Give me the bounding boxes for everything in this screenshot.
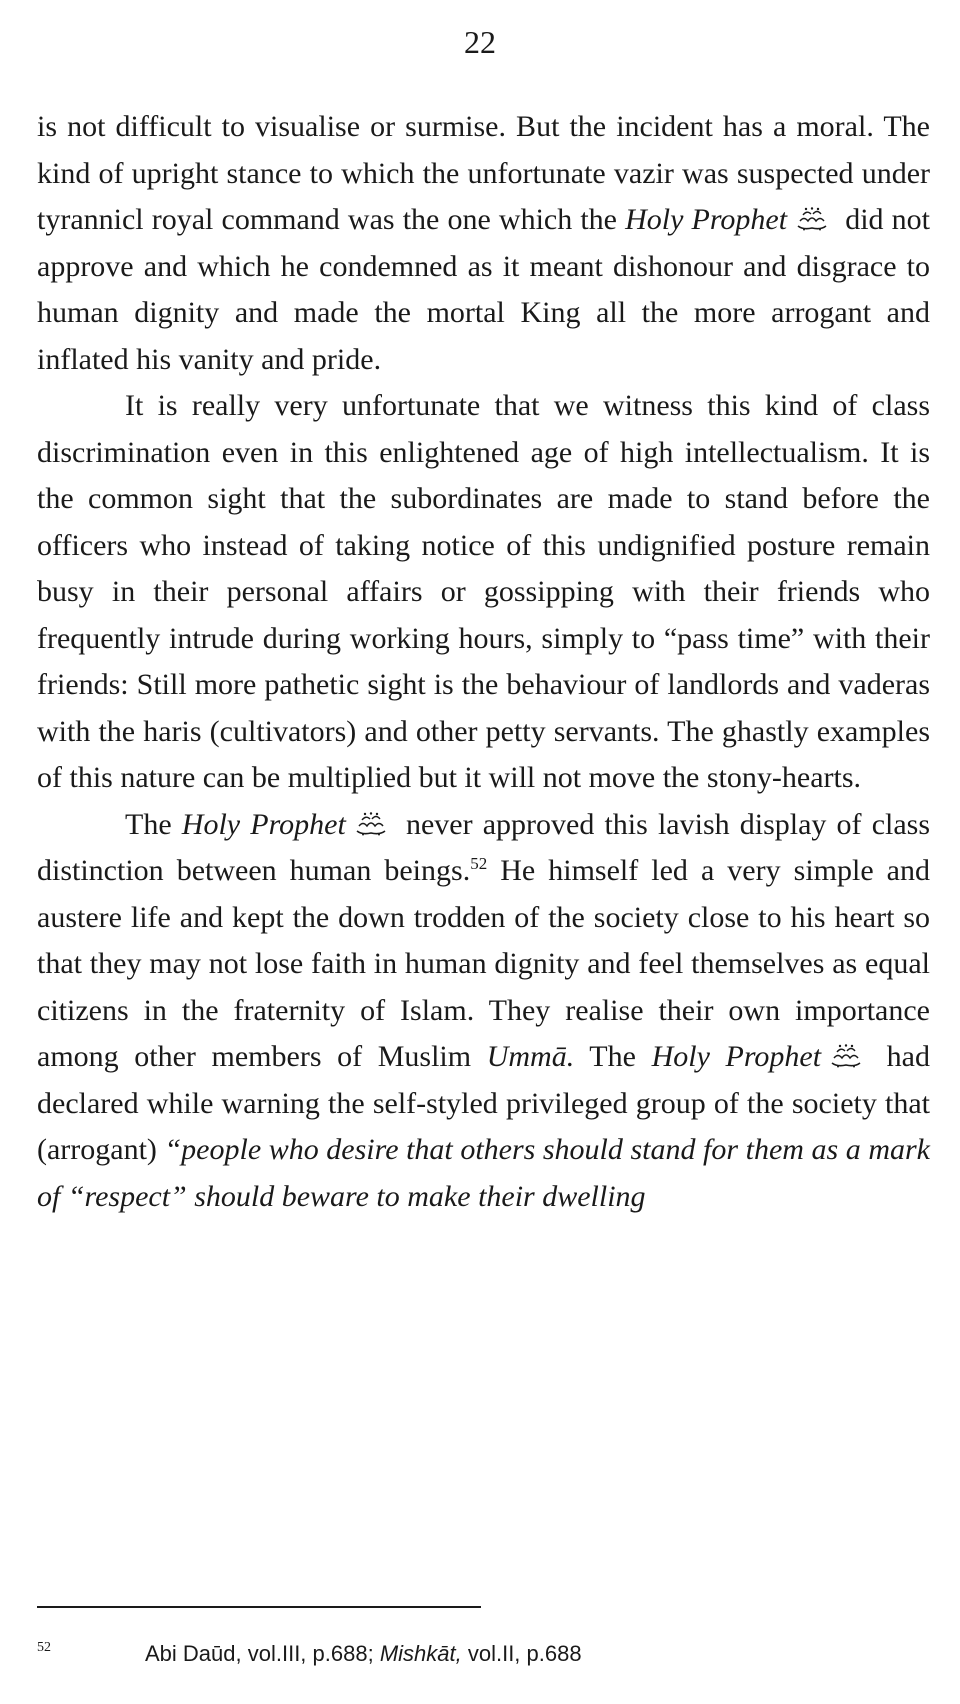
body-text <box>37 104 930 1220</box>
paragraph <box>37 383 930 802</box>
paragraph-text: never approved this lavish display of class distinction between human beings. <box>37 807 931 887</box>
paragraph-text: The <box>125 807 182 841</box>
page-number: 22 <box>464 24 496 60</box>
italic-text: “people who desire that others should stand for them as a mark of “respect” should beware to make their dwelling <box>37 1133 930 1213</box>
footnote-divider <box>37 1606 481 1608</box>
paragraph-text: is not difficult to visualise or surmise. But the incident has a moral. The kind of upright stance to which the unfortunate vazir was suspected under tyrannicl royal command was the one which the <box>37 110 930 236</box>
salutation-seal-icon <box>795 206 829 232</box>
salutation-seal-icon <box>354 811 388 837</box>
footnote-number: 52 <box>37 1640 51 1655</box>
italic-text: Holy Prophet <box>181 807 346 841</box>
paragraph <box>37 802 930 1221</box>
paragraph-text: did not approve and which he condemned as it meant dishonour and disgrace to human dignity and made the mortal King all the more arrogant and inflated his vanity and pride. <box>37 203 931 376</box>
footnote-citation: Abi Daūd, vol.III, p.688; <box>145 1641 380 1666</box>
italic-text: Holy Prophet <box>625 203 788 236</box>
footnote-text <box>145 1636 582 1672</box>
paragraph <box>37 104 930 383</box>
italic-text: Holy Prophet <box>651 1040 822 1073</box>
paragraph-text: had declared while warning the self-styled privileged group of the society that (arrogant) <box>37 1040 930 1166</box>
italic-text: Ummā. <box>486 1040 575 1073</box>
footnote-citation-end: vol.II, p.688 <box>461 1641 582 1666</box>
paragraph-text: He himself led a very simple and austere life and kept the down trodden of the society close to his heart so that they may not lose faith in human dignity and feel themselves as equal citizens in the fraternity of Islam. They realise their own importance among other members of Muslim <box>37 854 930 1073</box>
footnote-reference[interactable]: 52 <box>470 854 488 873</box>
salutation-seal-icon <box>829 1043 863 1069</box>
paragraph-text: The <box>574 1040 652 1073</box>
footnote-citation-italic: Mishkāt, <box>379 1641 462 1666</box>
paragraph-text: It is really very unfortunate that we witness this kind of class discrimination even in this enlightened age of high intellectualism. It is the common sight that the subordinates are made to stand before the officers who instead of taking notice of this undignified posture remain busy in their personal affairs or gossipping with their friends who frequently intrude during working hours, simply to “pass time” with their friends: Still more pathetic sight is the behaviour of landlords and vaderas with the haris (cultivators) and other petty servants. The ghastly examples of this nature can be multiplied but it will not move the stony-hearts. <box>37 389 930 794</box>
